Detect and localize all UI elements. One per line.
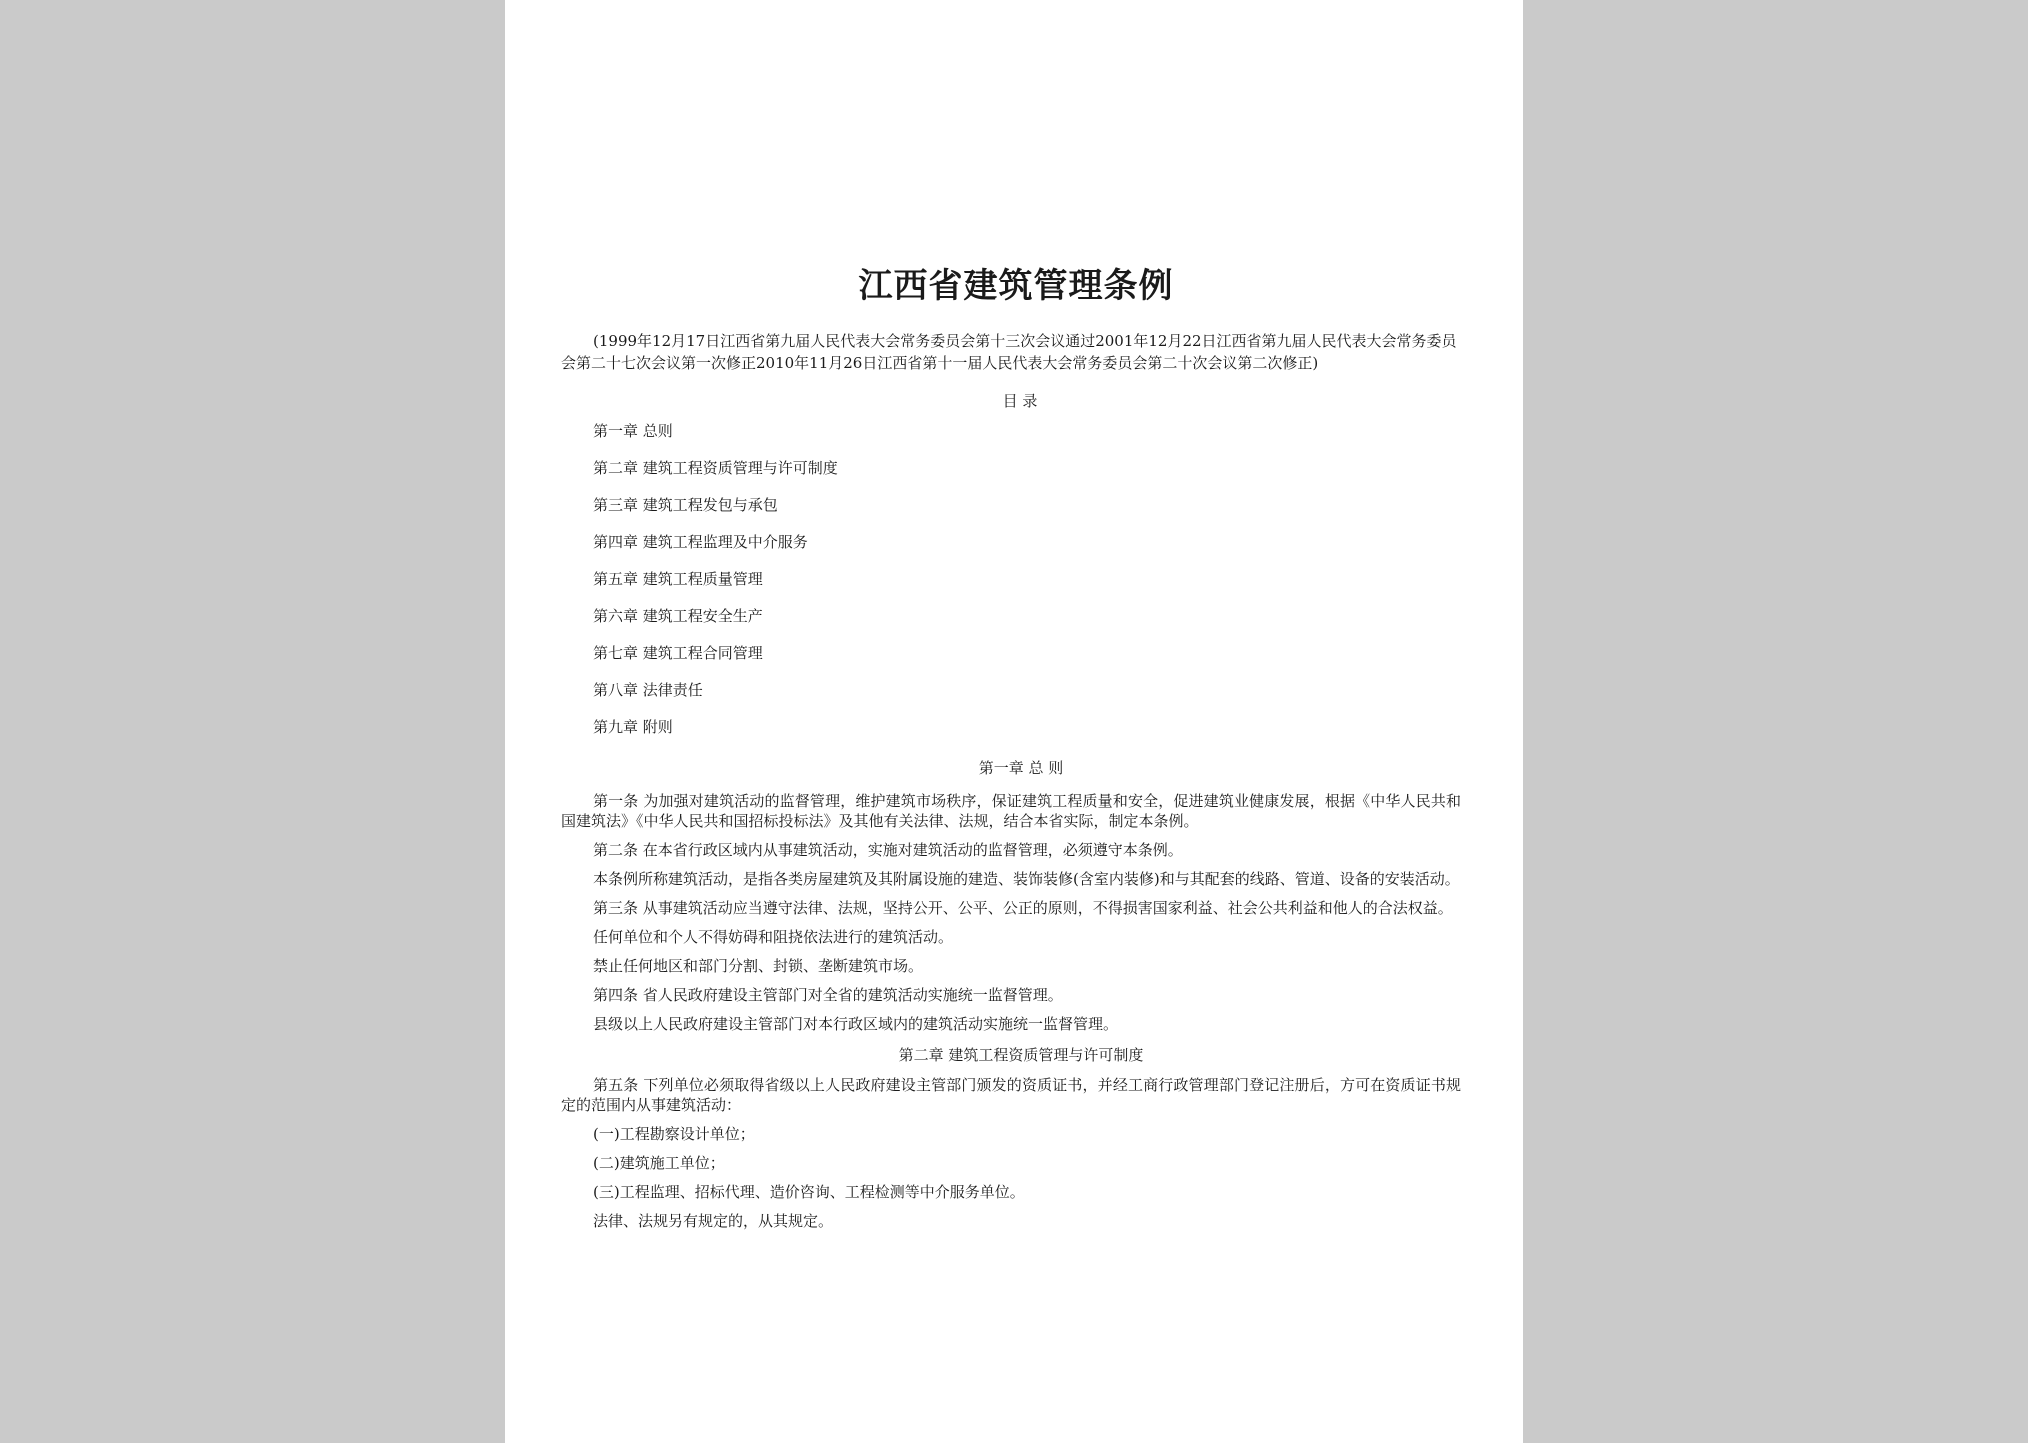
document-page [505,0,1523,1443]
article-4: 第四条 省人民政府建设主管部门对全省的建筑活动实施统一监督管理。 [593,986,1063,1004]
toc-item-chapter-5: 第五章 建筑工程质量管理 [593,570,763,588]
toc-item-chapter-7: 第七章 建筑工程合同管理 [593,644,763,662]
article-5-clause-2: 法律、法规另有规定的，从其规定。 [593,1212,834,1230]
toc-item-chapter-3: 第三章 建筑工程发包与承包 [593,496,778,514]
article-5-item-2: (二)建筑施工单位； [593,1154,725,1172]
article-3-clause-2: 任何单位和个人不得妨碍和阻挠依法进行的建筑活动。 [593,928,954,946]
article-5: 第五条 下列单位必须取得省级以上人民政府建设主管部门颁发的资质证书，并经工商行政管理部门登记注册后，方可在资质证书规定的范围内从事建筑活动： [561,1076,1461,1114]
toc-item-chapter-6: 第六章 建筑工程安全生产 [593,607,763,625]
page-content [561,264,1461,1231]
document-title: 江西省建筑管理条例 [858,266,1174,306]
chapter-1-heading: 第一章 总 则 [978,759,1064,777]
toc-item-chapter-1: 第一章 总则 [593,422,673,440]
article-3-clause-3: 禁止任何地区和部门分割、封锁、垄断建筑市场。 [593,957,924,975]
toc-item-chapter-2: 第二章 建筑工程资质管理与许可制度 [593,459,838,477]
article-3: 第三条 从事建筑活动应当遵守法律、法规，坚持公开、公平、公正的原则，不得损害国家利益、社会公共利益和他人的合法权益。 [593,899,1453,917]
article-5-item-3: (三)工程监理、招标代理、造价咨询、工程检测等中介服务单位。 [593,1183,1025,1201]
article-2-definition: 本条例所称建筑活动，是指各类房屋建筑及其附属设施的建造、装饰装修(含室内装修)和与其配套的线路、管道、设备的安装活动。 [593,870,1460,888]
article-4-clause-2: 县级以上人民政府建设主管部门对本行政区域内的建筑活动实施统一监督管理。 [593,1015,1119,1033]
article-1: 第一条 为加强对建筑活动的监督管理，维护建筑市场秩序，保证建筑工程质量和安全，促进建筑业健康发展，根据《中华人民共和国建筑法》《中华人民共和国招标投标法》及其他有关法律、法规，结合本省实际，制定本条例。 [561,792,1461,830]
table-of-contents [561,420,1461,753]
chapter-2-heading: 第二章 建筑工程资质管理与许可制度 [898,1046,1144,1064]
toc-item-chapter-4: 第四章 建筑工程监理及中介服务 [593,533,808,551]
article-2: 第二条 在本省行政区域内从事建筑活动，实施对建筑活动的监督管理，必须遵守本条例。 [593,841,1183,859]
toc-heading: 目 录 [1002,392,1038,410]
toc-item-chapter-8: 第八章 法律责任 [593,681,703,699]
adoption-note: (1999年12月17日江西省第九届人民代表大会常务委员会第十三次会议通过2001年12月22日江西省第九届人民代表大会常务委员会第二十七次会议第一次修正2010年11月26日江西省第十一届人民代表大会常务委员会第二十次会议第二次修正) [561,332,1457,372]
article-5-item-1: (一)工程勘察设计单位； [593,1125,755,1143]
toc-item-chapter-9: 第九章 附则 [593,718,673,736]
